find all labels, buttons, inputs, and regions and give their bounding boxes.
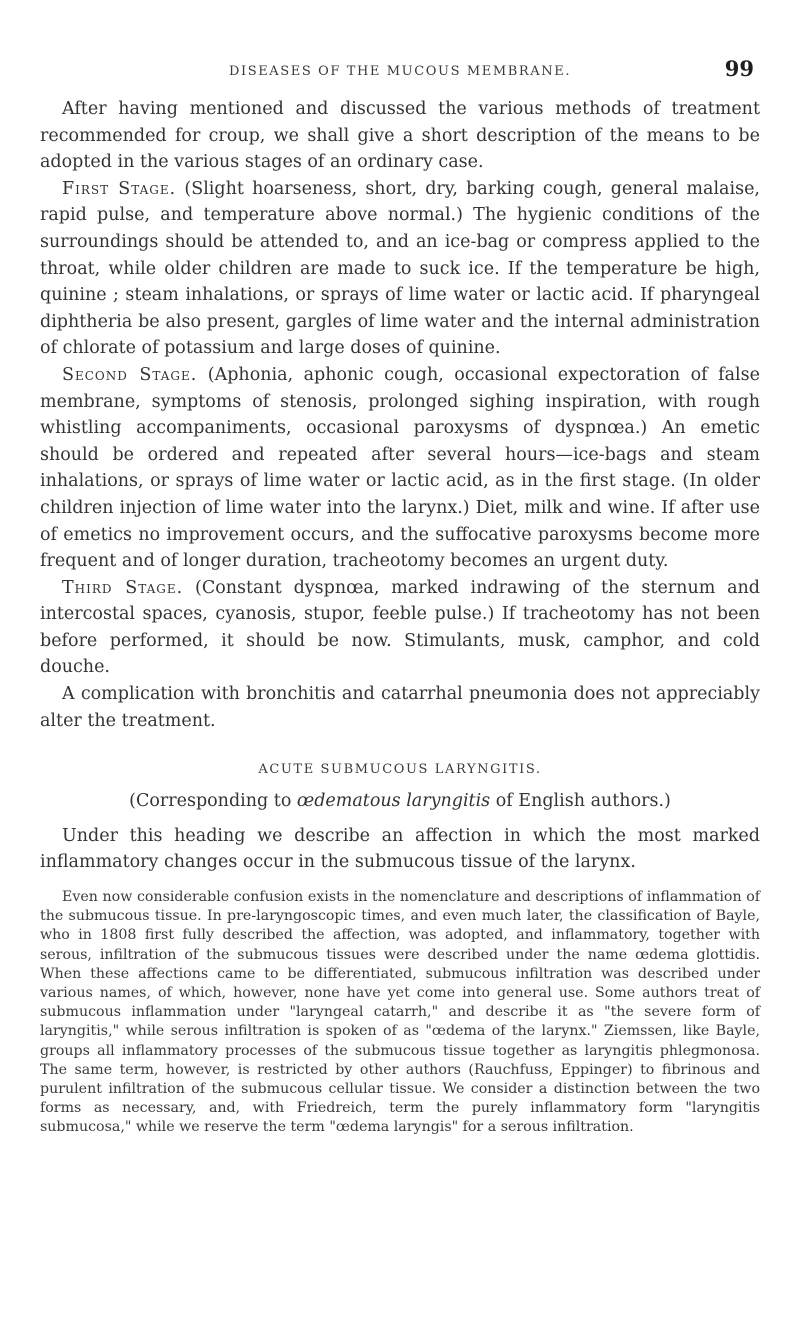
paragraph-text: (Slight hoarseness, short, dry, barking cough, general malaise, rapid pulse, and temperature above normal.) The hygienic conditions of the surroundings should be attended to, and an ice-bag or compress applied to the throat, while older children are made to suck ice. If the temperature be high, quinine ; steam inhalations, or sprays of lime water or lactic acid. If pharyngeal diphtheria be also present, gargles of lime water and the internal administration of chlorate of potassium and large doses of quinine.	[40, 178, 760, 359]
paragraph-section-intro	[40, 823, 760, 876]
paragraph-text: (Aphonia, aphonic cough, occasional expectoration of false membrane, symptoms of stenosis, prolonged sighing inspiration, with rough whistling accompaniments, occasional paroxysms of dyspnœa.) An emetic should be ordered and repeated after several hours—ice-bags and steam inhalations, or sprays of lime water or lactic acid, as in the first stage. (In older children injection of lime water into the larynx.) Diet, milk and wine. If after use of emetics no improvement occurs, and the suffocative paroxysms become more frequent and of longer duration, tracheotomy becomes an urgent duty.	[40, 364, 760, 572]
running-title: DISEASES OF THE MUCOUS MEMBRANE.	[228, 64, 572, 79]
subheading-text: of English authors.)	[490, 791, 671, 812]
section-heading: ACUTE SUBMUCOUS LARYNGITIS.	[258, 762, 542, 778]
paragraph-second-stage	[40, 362, 760, 575]
section-subheading	[40, 788, 760, 815]
stage-label: First Stage.	[62, 178, 177, 199]
paragraph-text: (Constant dyspnœa, marked indrawing of the sternum and intercostal spaces, cyanosis, stupor, feeble pulse.) If tracheotomy has not been before performed, it should be now. Stimulants, musk, camphor, and cold douche.	[40, 577, 760, 678]
stage-label: Second Stage.	[62, 364, 198, 385]
paragraph-third-stage	[40, 575, 760, 681]
paragraph-croup-treatment-intro	[40, 96, 760, 176]
paragraph-text: Under this heading we describe an affection in which the most marked inflammatory changes occur in the submucous tissue of the larynx.	[40, 825, 760, 873]
stage-label: Third Stage.	[62, 577, 184, 598]
subheading-text: (Corresponding to	[129, 791, 297, 812]
paragraph-small-print	[40, 888, 760, 1138]
running-head	[40, 56, 760, 92]
paragraph-text: Even now considerable confusion exists in the nomenclature and descriptions of inflammation of the submucous tissue. In pre-laryngoscopic times, and even much later, the classification of Bayle, who in 1808 first fully described the affection, was adopted, and inflammatory, together with serous, infiltration of the submucous tissues were described under the name œdema glottidis. When these affections came to be differentiated, submucous infiltration was described under various names, of which, however, none have yet come into general use. Some authors treat of submucous inflammation under "laryngeal catarrh," and describe it as "the severe form of laryngitis," while serous infiltration is spoken of as "œdema of the larynx." Ziemssen, like Bayle, groups all inflammatory processes of the submucous tissue together as laryngitis phlegmonosa. The same term, however, is restricted by other authors (Rauchfuss, Eppinger) to fibrinous and purulent infiltration of the submucous cellular tissue. We consider a distinction between the two forms as necessary, and, with Friedreich, term the purely inflammatory form "laryngitis submucosa," while we reserve the term "œdema laryngis" for a serous infiltration.	[40, 889, 760, 1136]
paragraph-text: After having mentioned and discussed the various methods of treatment recommended for croup, we shall give a short description of the means to be adopted in the various stages of an ordinary case.	[40, 99, 760, 173]
paragraph-first-stage	[40, 176, 760, 362]
body-text	[40, 96, 760, 1138]
page-number: 99	[724, 56, 754, 81]
paragraph-complication	[40, 681, 760, 734]
subheading-italic-term: œdematous laryngitis	[296, 791, 491, 812]
paragraph-text: A complication with bronchitis and catarrhal pneumonia does not appreciably alter the treatment.	[40, 684, 760, 731]
